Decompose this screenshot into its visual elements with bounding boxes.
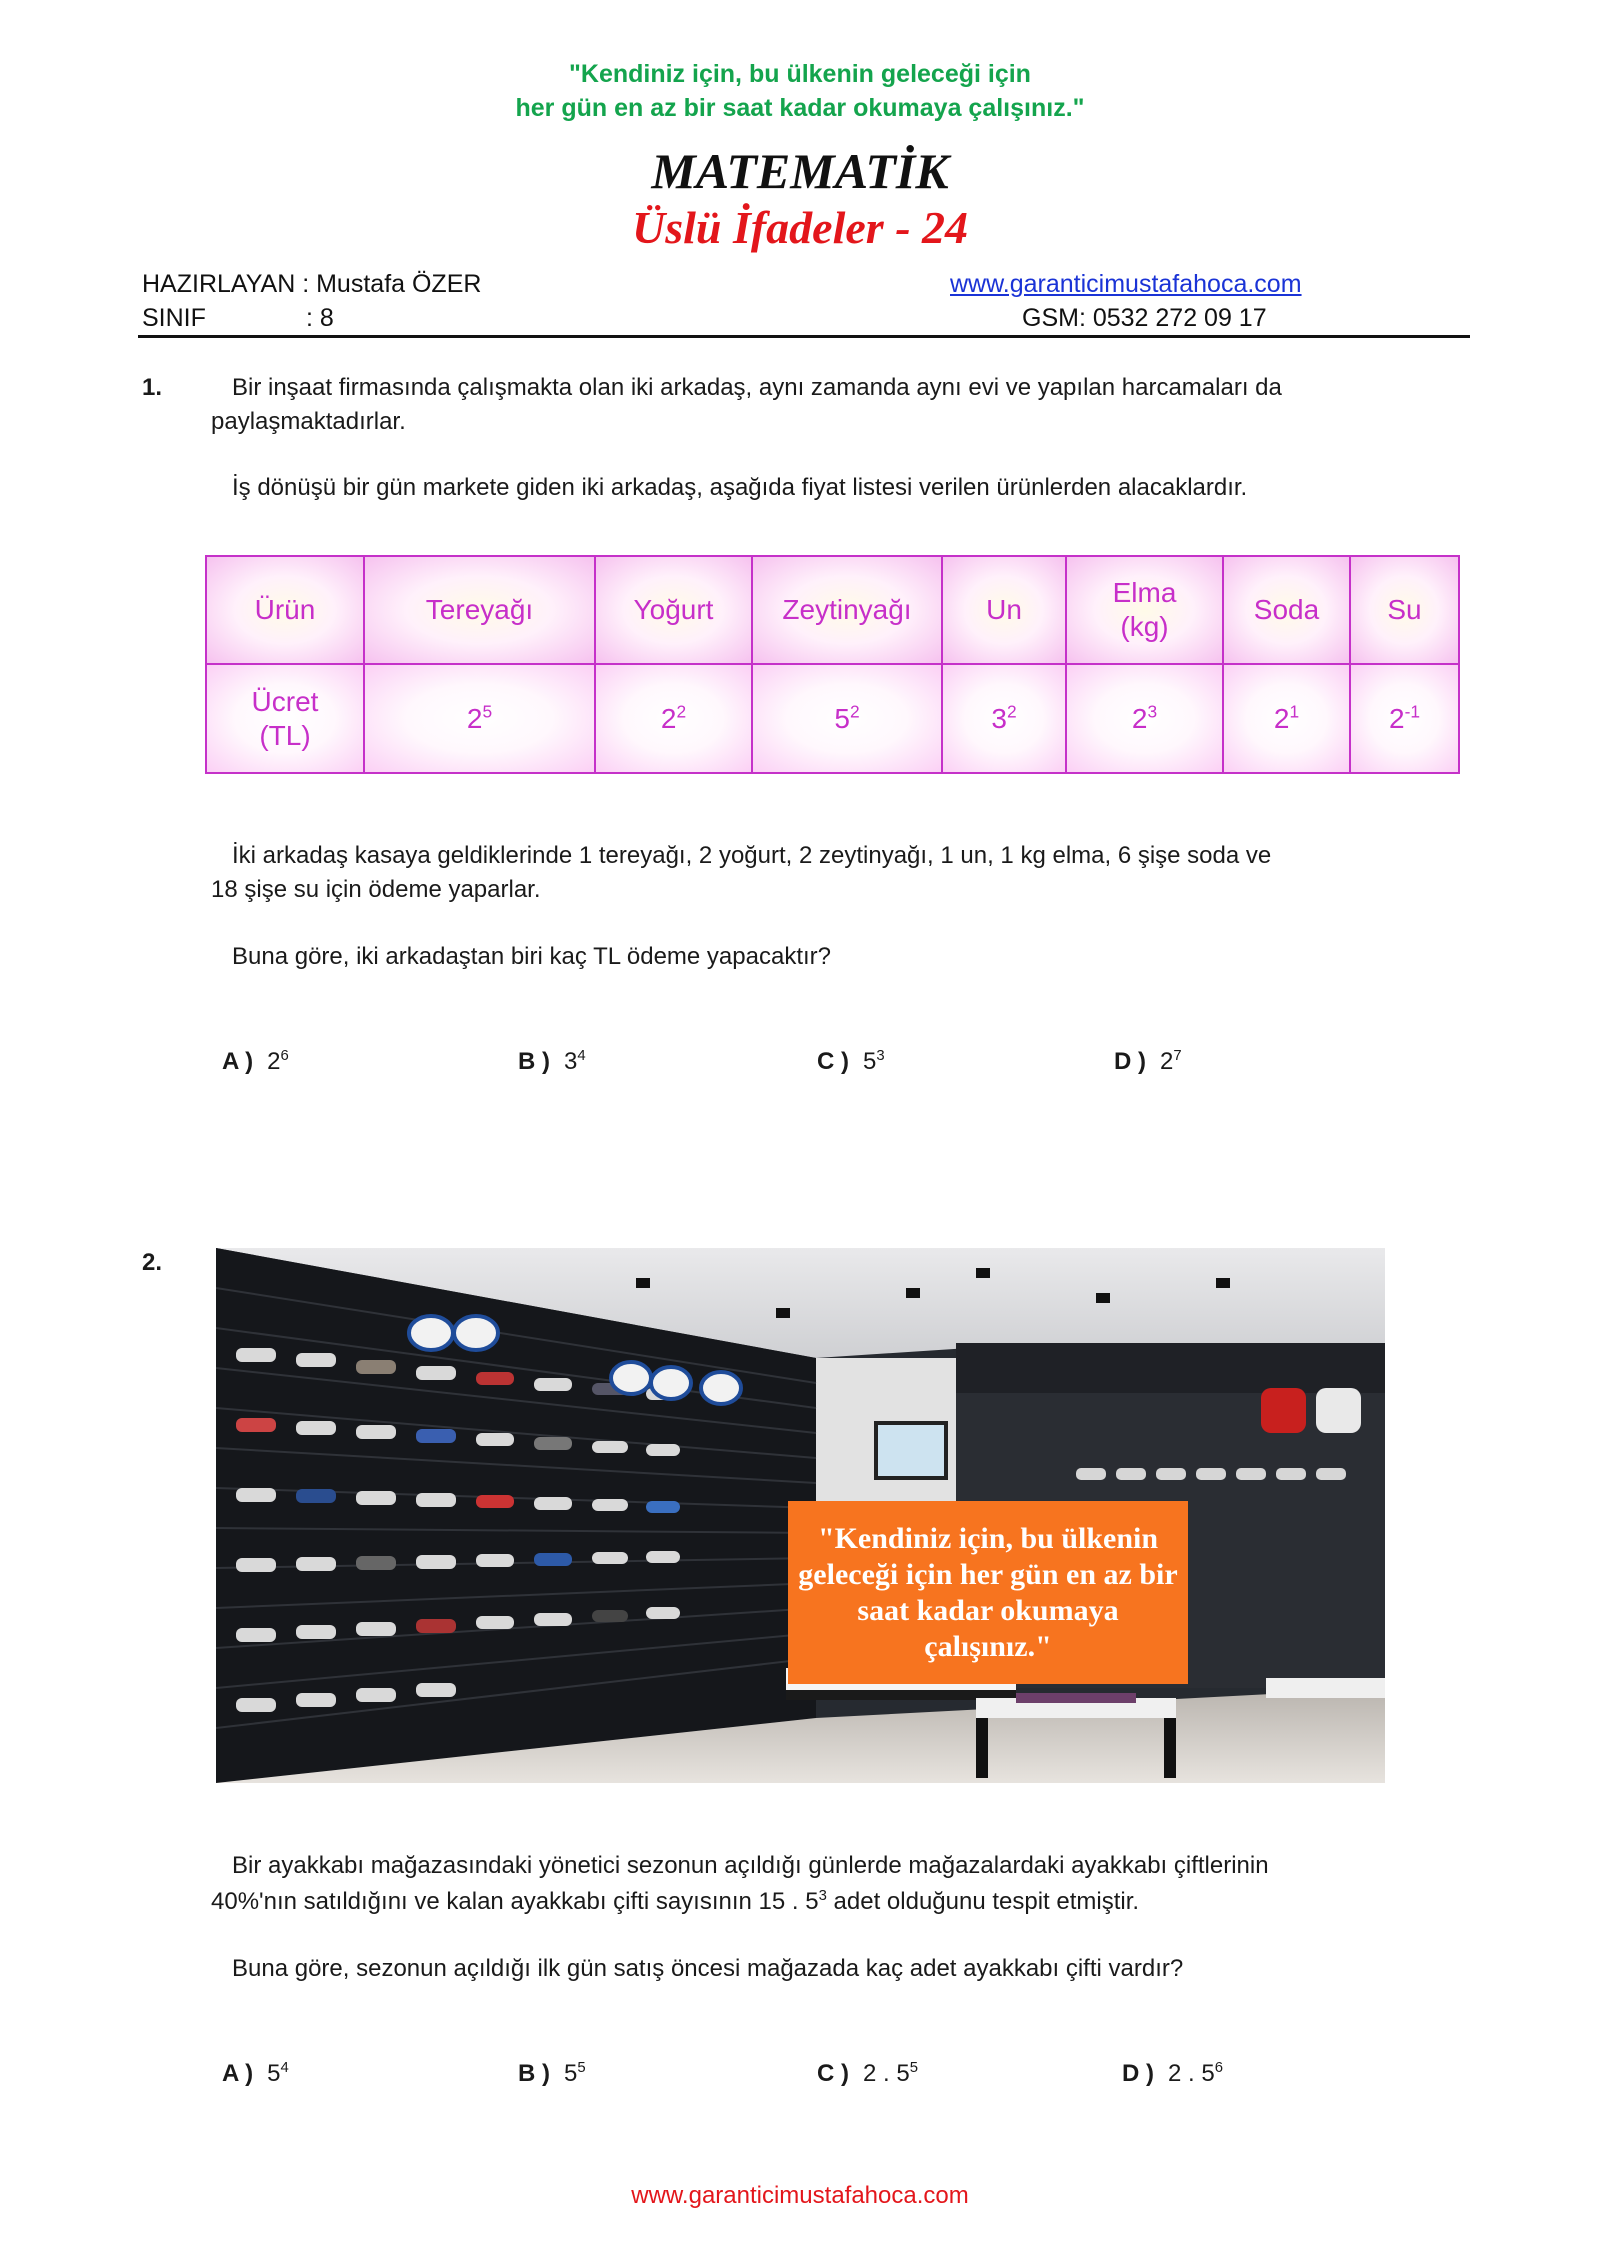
q1-option-b[interactable]: B ) $3^4$ [518, 1048, 586, 1075]
motto-line-2: her gün en az bir saat kadar okumaya çalışınız." [515, 94, 1085, 122]
shoe-store-photo [216, 1248, 1385, 1783]
q2-option-d[interactable]: D ) 2 . $5^6$ [1122, 2060, 1223, 2087]
q1-paragraph-3-line-1: İki arkadaş kasaya geldiklerinde 1 tereyağı, 2 yoğurt, 2 zeytinyağı, 1 un, 1 kg elma, 6 şişe soda ve [232, 842, 1272, 869]
subject-title: MATEMATİK [651, 143, 949, 199]
price-cell: $2^3$ [1066, 664, 1223, 773]
header-divider [138, 335, 1470, 338]
q2-paragraph-1-line-1: Bir ayakkabı mağazasındaki yönetici sezonun açıldığı günlerde mağazalardaki ayakkabı çiftlerinin [232, 1852, 1269, 1879]
q1-option-a[interactable]: A ) $2^6$ [222, 1048, 289, 1075]
price-cell: $3^2$ [942, 664, 1066, 773]
q2-option-b[interactable]: B ) $5^5$ [518, 2060, 586, 2087]
q1-option-d[interactable]: D ) $2^7$ [1114, 1048, 1182, 1075]
price-table [205, 555, 1460, 774]
class-label: SINIF [142, 304, 206, 332]
footer-website[interactable]: www.garanticimustafahoca.com [631, 2182, 969, 2209]
motto-line-1: "Kendiniz için, bu ülkenin geleceği için [569, 60, 1031, 88]
price-cell: $2^1$ [1223, 664, 1350, 773]
price-cell: $2^{-1}$ [1350, 664, 1459, 773]
topic-title: Üslü İfadeler - 24 [631, 202, 969, 253]
product-name-cell: Soda [1223, 556, 1350, 664]
product-name-cell: Un [942, 556, 1066, 664]
product-name-cell: Elma (kg) [1066, 556, 1223, 664]
q2-option-c[interactable]: C ) 2 . $5^5$ [817, 2060, 918, 2087]
q2-option-a[interactable]: A ) $5^4$ [222, 2060, 289, 2087]
website-link[interactable]: www.garanticimustafahoca.com [950, 270, 1302, 298]
phone-number: GSM: 0532 272 09 17 [1022, 304, 1267, 332]
q2-paragraph-1-line-2: 40%'nın satıldığını ve kalan ayakkabı çifti sayısının 15 . $5^3$ adet olduğunu tespit etmiştir. [211, 1888, 1140, 1915]
product-name-cell: Su [1350, 556, 1459, 664]
q1-paragraph-1-line-2: paylaşmaktadırlar. [211, 408, 406, 435]
question-1-number: 1. [142, 374, 163, 401]
product-name-cell: Tereyağı [364, 556, 595, 664]
q2-question: Buna göre, sezonun açıldığı ilk gün satış öncesi mağazada kaç adet ayakkabı çifti vardır? [232, 1955, 1184, 1982]
author-label: HAZIRLAYAN : Mustafa ÖZER [142, 270, 482, 298]
q1-question: Buna göre, iki arkadaştan biri kaç TL ödeme yapacaktır? [232, 943, 831, 970]
reading-motto-banner: "Kendiniz için, bu ülkenin geleceği için her gün en az bir saat kadar okumaya çalışınız." [788, 1501, 1188, 1684]
question-2-number: 2. [142, 1249, 163, 1276]
price-cell: $2^2$ [595, 664, 752, 773]
price-cell: $5^2$ [752, 664, 942, 773]
product-name-cell: Yoğurt [595, 556, 752, 664]
row-label-price: Ücret (TL) [206, 664, 364, 773]
product-name-cell: Zeytinyağı [752, 556, 942, 664]
q1-option-c[interactable]: C ) $5^3$ [817, 1048, 885, 1075]
row-label-product: Ürün [206, 556, 364, 664]
q1-paragraph-3-line-2: 18 şişe su için ödeme yaparlar. [211, 876, 541, 903]
class-value: : 8 [306, 304, 334, 332]
price-cell: $2^5$ [364, 664, 595, 773]
q1-paragraph-1-line-1: Bir inşaat firmasında çalışmakta olan iki arkadaş, aynı zamanda aynı evi ve yapılan harcamaları da [232, 374, 1282, 401]
q1-paragraph-2: İş dönüşü bir gün markete giden iki arkadaş, aşağıda fiyat listesi verilen ürünlerden alacaklardır. [232, 474, 1248, 501]
